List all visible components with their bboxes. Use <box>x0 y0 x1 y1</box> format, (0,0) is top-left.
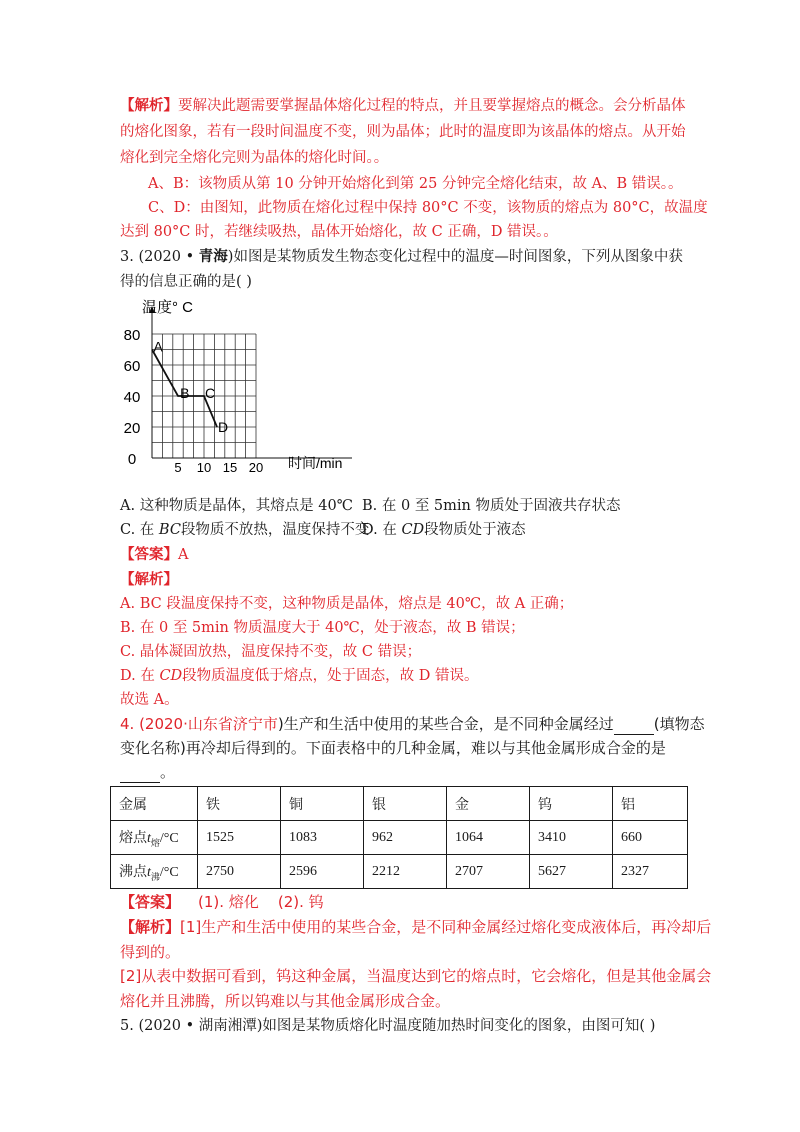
prev-analysis-line-2: 的熔化图象，若有一段时间温度不变，则为晶体；此时的温度即为该晶体的熔点。从开始 <box>120 124 686 140</box>
table-cell: 2596 <box>281 855 364 889</box>
table-cell: 660 <box>613 821 688 855</box>
chart-axes <box>149 306 352 458</box>
q3-option-a: A. 这种物质是晶体，其熔点是 40℃ <box>120 498 353 514</box>
q3-stem-line-2: 得的信息正确的是( ) <box>120 274 252 290</box>
q3-analysis-tag: 【解析】 <box>120 571 178 588</box>
table-cell: 3410 <box>530 821 613 855</box>
prev-analysis-line-1: 【解析】要解决此题需要掌握晶体熔化过程的特点，并且要掌握熔点的概念。会分析晶体 <box>120 97 686 114</box>
table-cell: 2327 <box>613 855 688 889</box>
x-axis-label: 时间/min <box>288 455 343 471</box>
q3-stem-line-1: 3. (2020 • 青海)如图是某物质发生物态变化过程中的温度—时间图象，下列从图象中获 <box>120 249 683 265</box>
table-cell: 5627 <box>530 855 613 889</box>
analysis-tag: 【解析】 <box>120 918 181 936</box>
metals-table <box>110 786 688 889</box>
q4-blank-1 <box>614 714 654 735</box>
x-tick-label: 15 <box>222 460 238 475</box>
point-label-b: B <box>180 385 190 401</box>
prev-analysis-line-5: C、D：由图知，此物质在熔化过程中保持 80°C 不变，该物质的熔点为 80°C，故温度 <box>148 200 708 216</box>
q4-analysis-line-3: [2]从表中数据可看到，钨这种金属，当温度达到它的熔点时，它会熔化，但是其他金属会 <box>120 967 712 985</box>
q3-analysis-b: B. 在 0 至 5min 物质温度大于 40℃，处于液态，故 B 错误； <box>120 620 525 636</box>
q5-stem: 5. (2020 • 湖南湘潭)如图是某物质熔化时温度随加热时间变化的图象，由图可知( ) <box>120 1018 656 1034</box>
x-tick-label: 10 <box>196 460 212 475</box>
table-cell: 铜 <box>281 787 364 821</box>
q4-stem-line-1: 4. (2020·山东省济宁市)生产和生活中使用的某些合金，是不同种金属经过 (填物态 <box>120 715 705 733</box>
row-label-boiling: 沸点$t_沸/^\circ C$ <box>111 855 198 889</box>
answer-tag: 【答案】 <box>120 893 181 911</box>
y-axis-label: 温度° C <box>142 299 193 316</box>
table-cell: 962 <box>364 821 447 855</box>
table-cell: 1064 <box>447 821 530 855</box>
point-label-d: D <box>218 419 229 436</box>
table-cell: 金属 <box>111 787 198 821</box>
table-cell: 金 <box>447 787 530 821</box>
y-tick-label: 60 <box>123 358 141 375</box>
q4-analysis-line-2: 得到的。 <box>120 943 181 961</box>
table-header-row <box>111 787 688 821</box>
q3-analysis-c: C. 晶体凝固放热，温度保持不变，故 C 错误； <box>120 644 422 660</box>
table-row-melting-point <box>111 821 688 855</box>
table-row-boiling-point <box>111 855 688 889</box>
y-tick-label: 0 <box>127 451 137 468</box>
table-cell: 铝 <box>613 787 688 821</box>
temperature-time-chart <box>118 290 368 478</box>
x-tick-label: 20 <box>248 460 264 475</box>
table-cell: 银 <box>364 787 447 821</box>
table-cell: 2750 <box>198 855 281 889</box>
q3-answer: 【答案】A <box>120 546 189 563</box>
q3-analysis-a: A. BC 段温度保持不变，这种物质是晶体，熔点是 40℃，故 A 正确； <box>120 596 574 612</box>
table-cell: 1083 <box>281 821 364 855</box>
answer-tag: 【答案】 <box>120 546 178 563</box>
row-label-melting: 熔点$t_熔/^\circ C$ <box>111 821 198 855</box>
q4-answer: 【答案】 (1). 熔化 (2). 钨 <box>120 893 324 911</box>
table-cell: 钨 <box>530 787 613 821</box>
q3-analysis-d: D. 在 CD段物质温度低于熔点，处于固态，故 D 错误。 <box>120 668 479 684</box>
q3-region: 青海 <box>198 249 228 265</box>
q4-stem-line-2: 变化名称)再冷却后得到的。下面表格中的几种金属，难以与其他金属形成合金的是 <box>120 739 666 757</box>
q3-option-c: C. 在 BC段物质不放热，温度保持不变 <box>120 522 370 538</box>
q3-conclusion: 故选 A。 <box>120 692 179 708</box>
q3-option-b: B. 在 0 至 5min 物质处于固液共存状态 <box>362 498 621 514</box>
analysis-tag: 【解析】 <box>120 97 178 114</box>
q4-blank-2 <box>120 762 160 783</box>
q4-analysis-line-1: 【解析】[1]生产和生活中使用的某些合金，是不同种金属经过熔化变成液体后，再冷却后 <box>120 918 712 936</box>
y-tick-label: 80 <box>123 327 141 344</box>
prev-analysis-line-4: A、B：该物质从第 10 分钟开始熔化到第 25 分钟完全熔化结束，故 A、B 错误。。 <box>148 176 683 192</box>
table-cell: 2707 <box>447 855 530 889</box>
q4-city: 济宁市 <box>232 715 278 733</box>
point-label-a: A <box>153 338 163 355</box>
point-label-c: C <box>205 385 216 401</box>
table-cell: 2212 <box>364 855 447 889</box>
q4-stem-line-3: 。 <box>120 762 175 783</box>
y-tick-label: 20 <box>123 420 141 437</box>
table-cell: 铁 <box>198 787 281 821</box>
y-tick-label: 40 <box>123 389 141 406</box>
q3-option-d: D. 在 CD段物质处于液态 <box>362 522 526 538</box>
q4-analysis-line-4: 熔化并且沸腾，所以钨难以与其他金属形成合金。 <box>120 992 451 1010</box>
table-cell: 1525 <box>198 821 281 855</box>
prev-analysis-line-3: 熔化到完全熔化完则为晶体的熔化时间。。 <box>120 150 389 166</box>
prev-analysis-line-6: 达到 80°C 时，若继续吸热，晶体开始熔化，故 C 正确，D 错误。。 <box>120 224 558 240</box>
x-tick-label: 5 <box>174 460 182 475</box>
